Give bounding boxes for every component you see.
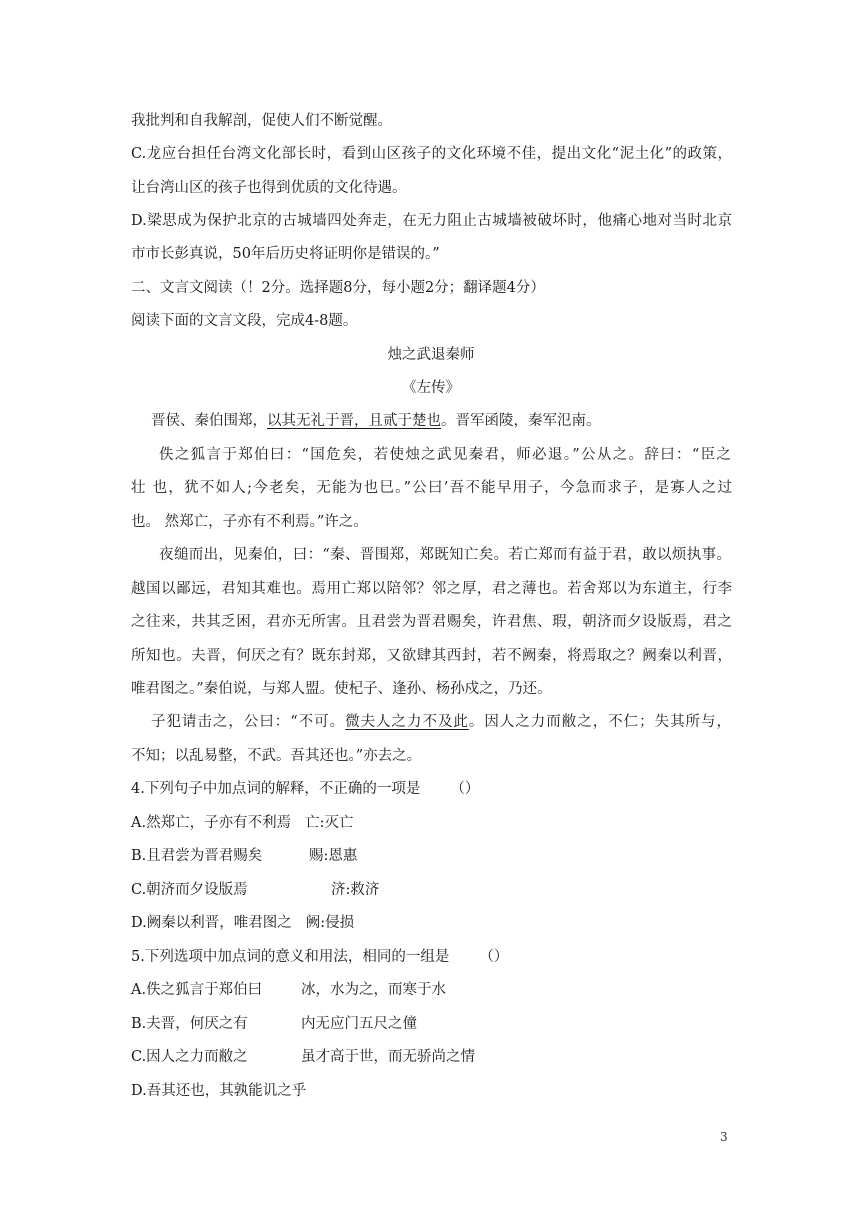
- underlined-sentence: 以其无礼于晋，且贰于楚也: [267, 413, 441, 429]
- passage-source: 《左传》: [402, 380, 460, 396]
- paragraph-2-line: 壮 也，犹不如人;今老矣，无能为也巳。”公曰’吾不能早用子，今急而求子，是寡人之过: [131, 480, 732, 496]
- option-pair: 虽才高于世，而无骄尚之情: [301, 1049, 475, 1065]
- option-text: C.因人之力而敝之: [131, 1049, 248, 1065]
- paragraph-3-line: 唯君图之。”秦伯说，与郑人盟。使杞子、逢孙、杨孙戍之，乃还。: [131, 681, 552, 697]
- option-pair: 内无应门五尺之僮: [301, 1016, 417, 1032]
- option-text: D.阙秦以利晋，唯君图之: [131, 915, 292, 931]
- text-line: 让台湾山区的孩子也得到优质的文化待遇。: [131, 180, 407, 196]
- question-4-option-b: [131, 846, 731, 868]
- text-line: 我批判和自我解剖，促使人们不断觉醒。: [131, 113, 392, 129]
- question-4-option-a: [131, 813, 731, 835]
- option-d-line: D.梁思成为保护北京的古城墙四处奔走，在无力阻止古城墙被破坏时，他痛心地对当时北京: [131, 213, 732, 229]
- paragraph-3-line: 夜缒而出，见秦伯，曰：“秦、晋围郑，郑既知亡矣。若亡郑而有益于君，敢以烦执事。: [159, 547, 731, 563]
- paragraph-3-line: 越国以鄙远，君知其难也。焉用亡郑以陪邻？邻之厚，君之薄也。若舍郑以为东道主，行李: [131, 581, 732, 597]
- question-5-option-d: D.吾其还也，其孰能讥之乎: [131, 1083, 307, 1099]
- underlined-sentence: 微夫人之力不及此: [345, 714, 469, 730]
- question-4-option-c: [131, 880, 731, 902]
- text-span: 。因人之力而敝之，不仁；失其所与，: [468, 714, 732, 730]
- paragraph-4-line: [151, 712, 731, 734]
- question-text: 4.下列句子中加点词的解释，不正确的一项是: [131, 781, 421, 797]
- option-gloss: 赐:恩惠: [309, 848, 358, 864]
- question-4-option-d: [131, 913, 731, 935]
- paragraph-2-line: 也。 然郑亡，子亦有不利焉。”许之。: [131, 514, 368, 530]
- paragraph-3-line: 所知也。夫晋，何厌之有？既东封郑，又欲肆其西封，若不阙秦，将焉取之？阙秦以利晋，: [131, 648, 732, 664]
- question-5-option-a: [131, 980, 731, 1002]
- option-pair: 冰，水为之，而寒于水: [301, 982, 446, 998]
- paragraph-2-line: 佚之狐言于郑伯曰：“国危矣，若使烛之武见秦君，师必退。”公从之。辞曰：“臣之: [159, 447, 731, 463]
- question-4-stem: [131, 779, 731, 801]
- question-text: 5.下列选项中加点词的意义和用法，相同的一组是: [131, 949, 450, 965]
- paragraph-4-line: 不知；以乱易整，不武。吾其还也。”亦去之。: [131, 748, 422, 764]
- section-heading: 二、文言文阅读（！2分。选择题8分，每小题2分；翻译题4分）: [131, 280, 545, 296]
- paragraph-3-line: 之往来，共其乏困，君亦无所害。且君尝为晋君赐矣，许君焦、瑕，朝济而夕设版焉，君之: [131, 614, 732, 630]
- option-text: B.且君尝为晋君赐矣: [131, 848, 263, 864]
- question-5-option-b: [131, 1014, 731, 1036]
- option-text: A.佚之狐言于郑伯曰: [131, 982, 263, 998]
- page-number: 3: [720, 1130, 728, 1144]
- option-gloss: 阙:侵损: [305, 915, 355, 931]
- option-c-line: C.龙应台担任台湾文化部长时，看到山区孩子的文化环境不佳，提出文化“泥土化”的政策，: [131, 146, 732, 162]
- option-gloss: 济:救济: [331, 882, 380, 898]
- text-span: 晋侯、秦伯围郑，: [151, 413, 267, 429]
- answer-paren: （）: [479, 949, 509, 965]
- paragraph-1: [151, 411, 731, 433]
- question-5-stem: [131, 947, 731, 969]
- question-5-option-c: [131, 1047, 731, 1069]
- option-gloss: 亡:灭亡: [305, 815, 354, 831]
- passage-title: 烛之武退秦师: [387, 347, 475, 363]
- text-span: 子犯请击之，公曰：“不可。: [151, 714, 346, 730]
- text-span: 。晋军函陵，秦军氾南。: [441, 413, 601, 429]
- section-instruction: 阅读下面的文言文段，完成4-8题。: [131, 313, 358, 329]
- option-text: A.然郑亡，子亦有不利焉: [131, 815, 292, 831]
- answer-paren: （）: [450, 781, 480, 797]
- option-text: C.朝济而夕设版焉: [131, 882, 248, 898]
- option-text: B.夫晋，何厌之有: [131, 1016, 248, 1032]
- text-line: 市市长彭真说，50年后历史将证明你是错误的。”: [131, 246, 440, 262]
